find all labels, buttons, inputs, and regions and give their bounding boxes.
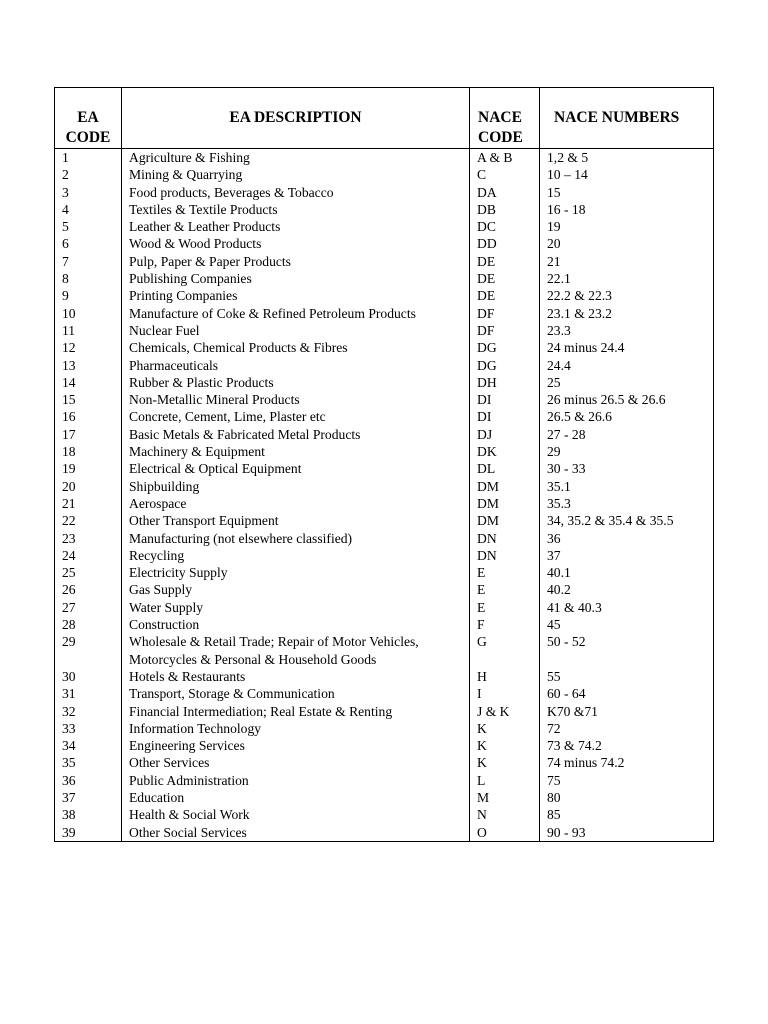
table-row — [55, 530, 714, 547]
nace-code-cell: DM — [470, 478, 540, 495]
nace-code-cell: DE — [470, 253, 540, 270]
ea-description-cell — [122, 512, 470, 529]
ea-description-cell — [122, 599, 470, 616]
ea-code-cell: 7 — [55, 253, 122, 270]
header-ea-code-line-2: CODE — [65, 129, 111, 146]
ea-code-cell: 25 — [55, 564, 122, 581]
nace-code-cell: DE — [470, 287, 540, 304]
ea-description-line: Water Supply — [129, 599, 204, 615]
nace-numbers-cell: 1,2 & 5 — [540, 149, 714, 167]
nace-numbers-cell: 85 — [540, 806, 714, 823]
header-ea-code-line-1: EA — [77, 109, 99, 126]
ea-code-cell: 9 — [55, 287, 122, 304]
nace-numbers-cell: 90 - 93 — [540, 824, 714, 842]
ea-code-cell: 14 — [55, 374, 122, 391]
ea-code-cell: 12 — [55, 339, 122, 356]
ea-code-cell: 33 — [55, 720, 122, 737]
ea-description-line: Food products, Beverages & Tobacco — [129, 184, 334, 200]
ea-description-cell — [122, 720, 470, 737]
ea-description-cell — [122, 754, 470, 771]
table-row — [55, 443, 714, 460]
nace-code-cell: C — [470, 166, 540, 183]
ea-code-cell: 21 — [55, 495, 122, 512]
ea-description-cell — [122, 460, 470, 477]
ea-description-cell — [122, 443, 470, 460]
ea-description-line: Mining & Quarrying — [129, 167, 243, 183]
nace-code-cell: N — [470, 806, 540, 823]
header-nace-code — [470, 88, 540, 149]
ea-description-line: Pharmaceuticals — [129, 357, 219, 373]
table-row — [55, 547, 714, 564]
nace-numbers-cell: 40.2 — [540, 581, 714, 598]
nace-code-cell: K — [470, 737, 540, 754]
ea-description-cell — [122, 184, 470, 201]
nace-code-cell: F — [470, 616, 540, 633]
ea-description-cell — [122, 339, 470, 356]
table-row — [55, 720, 714, 737]
nace-code-cell: E — [470, 599, 540, 616]
nace-numbers-cell: 41 & 40.3 — [540, 599, 714, 616]
table-row — [55, 685, 714, 702]
ea-description-cell — [122, 685, 470, 702]
table-row — [55, 789, 714, 806]
ea-description-cell — [122, 149, 470, 167]
nace-code-cell: DI — [470, 391, 540, 408]
nace-code-cell: DJ — [470, 426, 540, 443]
nace-code-cell: DG — [470, 339, 540, 356]
ea-description-line: Shipbuilding — [129, 478, 200, 494]
nace-numbers-cell: 30 - 33 — [540, 460, 714, 477]
nace-numbers-cell: 25 — [540, 374, 714, 391]
nace-numbers-cell: 45 — [540, 616, 714, 633]
ea-description-cell — [122, 201, 470, 218]
ea-code-cell: 15 — [55, 391, 122, 408]
ea-description-line: Agriculture & Fishing — [129, 150, 250, 165]
ea-code-cell: 16 — [55, 408, 122, 425]
nace-code-cell: K — [470, 720, 540, 737]
nace-code-cell: DM — [470, 512, 540, 529]
nace-numbers-cell: 37 — [540, 547, 714, 564]
nace-code-cell: I — [470, 685, 540, 702]
ea-description-line: Basic Metals & Fabricated Metal Products — [129, 426, 361, 442]
ea-description-line: Hotels & Restaurants — [129, 668, 246, 684]
ea-code-cell: 28 — [55, 616, 122, 633]
ea-description-cell — [122, 530, 470, 547]
table-row — [55, 737, 714, 754]
ea-code-cell: 10 — [55, 305, 122, 322]
nace-numbers-cell: 35.3 — [540, 495, 714, 512]
ea-description-line: Concrete, Cement, Lime, Plaster etc — [129, 409, 326, 425]
ea-description-cell — [122, 166, 470, 183]
nace-code-cell: DF — [470, 305, 540, 322]
nace-code-cell: J & K — [470, 703, 540, 720]
table-row — [55, 824, 714, 842]
nace-numbers-cell: 24 minus 24.4 — [540, 339, 714, 356]
ea-code-cell: 4 — [55, 201, 122, 218]
ea-description-line: Machinery & Equipment — [129, 444, 265, 460]
ea-code-cell: 11 — [55, 322, 122, 339]
ea-description-line: Financial Intermediation; Real Estate & Renting — [129, 703, 393, 719]
ea-description-line: Health & Social Work — [129, 807, 250, 823]
nace-code-cell: DN — [470, 530, 540, 547]
nace-numbers-cell: 10 – 14 — [540, 166, 714, 183]
ea-code-cell: 30 — [55, 668, 122, 685]
nace-numbers-cell: 73 & 74.2 — [540, 737, 714, 754]
nace-code-cell: DC — [470, 218, 540, 235]
ea-code-cell: 32 — [55, 703, 122, 720]
nace-numbers-cell: 29 — [540, 443, 714, 460]
table-row — [55, 754, 714, 771]
header-ea-description: EA DESCRIPTION — [122, 88, 470, 149]
ea-description-line: Textiles & Textile Products — [129, 201, 278, 217]
table-row — [55, 408, 714, 425]
ea-code-cell: 24 — [55, 547, 122, 564]
ea-description-line: Manufacture of Coke & Refined Petroleum Products — [129, 305, 416, 321]
nace-numbers-cell: 19 — [540, 218, 714, 235]
table-row — [55, 460, 714, 477]
nace-code-cell: A & B — [470, 149, 540, 167]
table-row — [55, 339, 714, 356]
nace-numbers-cell: 60 - 64 — [540, 685, 714, 702]
table-row — [55, 322, 714, 339]
ea-description-line: Printing Companies — [129, 288, 238, 304]
nace-numbers-cell: 24.4 — [540, 357, 714, 374]
ea-description-line: Motorcycles & Personal & Household Goods — [129, 651, 377, 667]
nace-code-cell: DB — [470, 201, 540, 218]
table-row — [55, 305, 714, 322]
ea-description-line: Recycling — [129, 547, 185, 563]
ea-description-cell — [122, 253, 470, 270]
ea-code-cell: 35 — [55, 754, 122, 771]
ea-code-cell: 17 — [55, 426, 122, 443]
nace-numbers-cell: 50 - 52 — [540, 633, 714, 668]
table-row — [55, 391, 714, 408]
ea-description-cell — [122, 616, 470, 633]
nace-numbers-cell: 34, 35.2 & 35.4 & 35.5 — [540, 512, 714, 529]
table-row — [55, 581, 714, 598]
ea-code-cell: 20 — [55, 478, 122, 495]
ea-description-line: Wood & Wood Products — [129, 236, 262, 252]
table-body — [55, 149, 714, 842]
nace-numbers-cell: 26 minus 26.5 & 26.6 — [540, 391, 714, 408]
ea-code-cell: 8 — [55, 270, 122, 287]
ea-code-cell: 29 — [55, 633, 122, 668]
ea-description-cell — [122, 408, 470, 425]
nace-code-cell: DE — [470, 270, 540, 287]
nace-code-cell: DN — [470, 547, 540, 564]
nace-code-cell: H — [470, 668, 540, 685]
ea-description-cell — [122, 564, 470, 581]
nace-code-cell: DF — [470, 322, 540, 339]
nace-code-cell: E — [470, 581, 540, 598]
nace-numbers-cell: 27 - 28 — [540, 426, 714, 443]
table-row — [55, 357, 714, 374]
nace-numbers-cell: 20 — [540, 235, 714, 252]
table-row — [55, 564, 714, 581]
nace-numbers-cell: 22.2 & 22.3 — [540, 287, 714, 304]
nace-numbers-cell: 35.1 — [540, 478, 714, 495]
table-row — [55, 218, 714, 235]
ea-code-cell: 3 — [55, 184, 122, 201]
nace-numbers-cell: 22.1 — [540, 270, 714, 287]
nace-numbers-cell: 36 — [540, 530, 714, 547]
table-row — [55, 235, 714, 252]
nace-code-cell: G — [470, 633, 540, 668]
nace-code-cell: O — [470, 824, 540, 842]
ea-code-cell: 6 — [55, 235, 122, 252]
ea-description-line: Public Administration — [129, 772, 249, 788]
table-row — [55, 633, 714, 668]
ea-description-line: Manufacturing (not elsewhere classified) — [129, 530, 353, 546]
ea-description-line: Transport, Storage & Communication — [129, 686, 335, 702]
table-row — [55, 201, 714, 218]
nace-numbers-cell: 55 — [540, 668, 714, 685]
ea-description-line: Engineering Services — [129, 738, 245, 754]
header-ea-code — [55, 88, 122, 149]
ea-description-line: Electrical & Optical Equipment — [129, 461, 302, 477]
nace-numbers-cell: 21 — [540, 253, 714, 270]
table-row — [55, 426, 714, 443]
ea-description-cell — [122, 824, 470, 842]
nace-code-cell: DH — [470, 374, 540, 391]
table-row — [55, 806, 714, 823]
nace-numbers-cell: 23.1 & 23.2 — [540, 305, 714, 322]
ea-description-cell — [122, 478, 470, 495]
ea-description-cell — [122, 305, 470, 322]
ea-description-cell — [122, 633, 470, 668]
header-row — [55, 88, 714, 149]
nace-numbers-cell: K70 &71 — [540, 703, 714, 720]
nace-numbers-cell: 80 — [540, 789, 714, 806]
nace-code-cell: K — [470, 754, 540, 771]
ea-code-cell: 19 — [55, 460, 122, 477]
ea-description-cell — [122, 426, 470, 443]
ea-description-line: Information Technology — [129, 720, 262, 736]
nace-numbers-cell: 16 - 18 — [540, 201, 714, 218]
table-row — [55, 184, 714, 201]
ea-code-cell: 18 — [55, 443, 122, 460]
ea-code-cell: 5 — [55, 218, 122, 235]
table-row — [55, 599, 714, 616]
table-header — [55, 88, 714, 149]
ea-description-line: Non-Metallic Mineral Products — [129, 392, 300, 408]
ea-description-cell — [122, 287, 470, 304]
ea-code-cell: 31 — [55, 685, 122, 702]
ea-description-line: Construction — [129, 617, 200, 633]
nace-code-cell: DM — [470, 495, 540, 512]
nace-code-cell: E — [470, 564, 540, 581]
nace-code-cell: M — [470, 789, 540, 806]
nace-code-cell: DD — [470, 235, 540, 252]
nace-code-cell: L — [470, 772, 540, 789]
table-row — [55, 149, 714, 167]
nace-numbers-cell: 72 — [540, 720, 714, 737]
ea-description-line: Nuclear Fuel — [129, 322, 200, 338]
ea-description-line: Leather & Leather Products — [129, 219, 281, 235]
ea-description-cell — [122, 391, 470, 408]
ea-code-cell: 36 — [55, 772, 122, 789]
ea-description-line: Aerospace — [129, 495, 187, 511]
ea-description-cell — [122, 270, 470, 287]
ea-code-cell: 22 — [55, 512, 122, 529]
ea-description-line: Wholesale & Retail Trade; Repair of Motor Vehicles, — [129, 634, 419, 650]
table-row — [55, 374, 714, 391]
ea-description-line: Publishing Companies — [129, 271, 252, 287]
ea-description-cell — [122, 772, 470, 789]
table-row — [55, 616, 714, 633]
table-row — [55, 668, 714, 685]
ea-description-line: Electricity Supply — [129, 565, 228, 581]
table-row — [55, 478, 714, 495]
ea-description-cell — [122, 218, 470, 235]
nace-numbers-cell: 23.3 — [540, 322, 714, 339]
ea-description-cell — [122, 581, 470, 598]
ea-code-cell: 37 — [55, 789, 122, 806]
table-row — [55, 512, 714, 529]
nace-code-cell: DL — [470, 460, 540, 477]
table-row — [55, 166, 714, 183]
nace-numbers-cell: 40.1 — [540, 564, 714, 581]
ea-description-line: Rubber & Plastic Products — [129, 374, 274, 390]
ea-code-table — [54, 87, 714, 842]
ea-description-cell — [122, 703, 470, 720]
nace-numbers-cell: 74 minus 74.2 — [540, 754, 714, 771]
header-nace-code-line-1: NACE — [478, 109, 522, 126]
nace-numbers-cell: 26.5 & 26.6 — [540, 408, 714, 425]
nace-numbers-cell: 15 — [540, 184, 714, 201]
nace-code-cell: DK — [470, 443, 540, 460]
ea-code-cell: 13 — [55, 357, 122, 374]
table-row — [55, 253, 714, 270]
ea-code-cell: 1 — [55, 149, 122, 167]
table-row — [55, 495, 714, 512]
ea-code-cell: 23 — [55, 530, 122, 547]
ea-description-cell — [122, 495, 470, 512]
ea-description-line: Chemicals, Chemical Products & Fibres — [129, 340, 348, 356]
header-nace-numbers: NACE NUMBERS — [540, 88, 714, 149]
table-row — [55, 287, 714, 304]
ea-description-cell — [122, 547, 470, 564]
ea-description-cell — [122, 235, 470, 252]
ea-code-cell: 38 — [55, 806, 122, 823]
ea-description-line: Other Transport Equipment — [129, 513, 279, 529]
nace-code-cell: DG — [470, 357, 540, 374]
table-row — [55, 703, 714, 720]
ea-description-cell — [122, 806, 470, 823]
ea-code-cell: 27 — [55, 599, 122, 616]
ea-code-cell: 26 — [55, 581, 122, 598]
ea-description-line: Other Social Services — [129, 824, 247, 840]
ea-description-line: Other Services — [129, 755, 210, 771]
ea-description-line: Gas Supply — [129, 582, 193, 598]
ea-code-cell: 39 — [55, 824, 122, 842]
header-nace-code-line-2: CODE — [478, 129, 523, 146]
ea-description-cell — [122, 737, 470, 754]
table-row — [55, 772, 714, 789]
ea-description-cell — [122, 322, 470, 339]
ea-code-cell: 2 — [55, 166, 122, 183]
ea-description-cell — [122, 357, 470, 374]
nace-code-cell: DI — [470, 408, 540, 425]
ea-description-line: Pulp, Paper & Paper Products — [129, 253, 291, 269]
nace-code-cell: DA — [470, 184, 540, 201]
ea-code-table-sheet — [54, 87, 713, 842]
ea-description-line: Education — [129, 789, 185, 805]
ea-description-cell — [122, 789, 470, 806]
nace-numbers-cell: 75 — [540, 772, 714, 789]
ea-code-cell: 34 — [55, 737, 122, 754]
ea-description-cell — [122, 668, 470, 685]
ea-description-cell — [122, 374, 470, 391]
table-row — [55, 270, 714, 287]
